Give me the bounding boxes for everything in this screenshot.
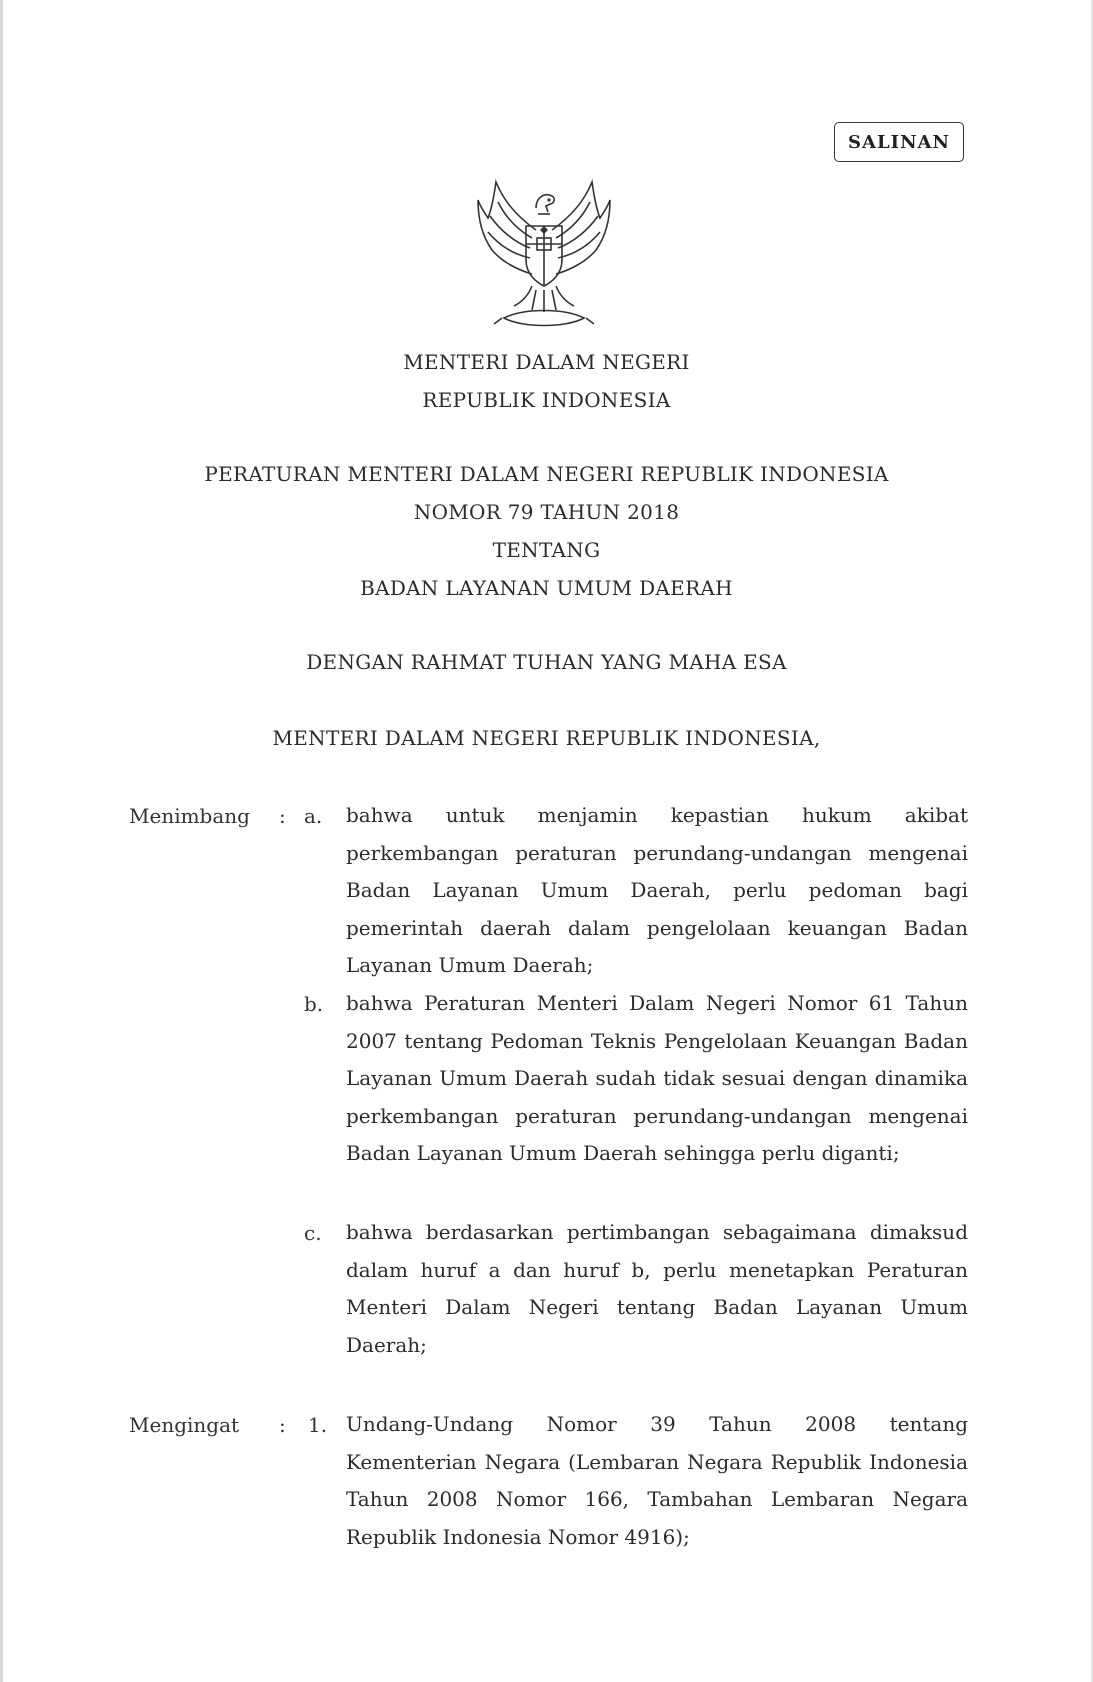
menimbang-item-a (346, 797, 968, 985)
menimbang-item-a-marker: a. (304, 804, 323, 828)
menimbang-item-c (346, 1214, 968, 1364)
salinan-stamp: SALINAN (834, 122, 964, 162)
mengingat-item-1-marker: 1. (308, 1413, 328, 1437)
mengingat-item-1-text: Undang-Undang Nomor 39 Tahun 2008 tentang Kementerian Negara (Lembaran Negara Republik Indonesia Tahun 2008 Nomor 166, Tambahan Lembaran Negara Republik Indonesia Nomor 4916); (346, 1412, 968, 1549)
header-line-2: REPUBLIK INDONESIA (422, 388, 671, 412)
menimbang-item-c-marker: c. (304, 1221, 322, 1245)
regulation-tentang: TENTANG (492, 538, 601, 562)
mengingat-item-1 (346, 1406, 968, 1556)
menimbang-colon: : (279, 804, 286, 828)
menimbang-item-c-text: bahwa berdasarkan pertimbangan sebagaimana dimaksud dalam huruf a dan huruf b, perlu menetapkan Peraturan Menteri Dalam Negeri tentang Badan Layanan Umum Daerah; (346, 1220, 968, 1357)
regulation-title: PERATURAN MENTERI DALAM NEGERI REPUBLIK INDONESIA (204, 462, 889, 486)
mengingat-colon: : (279, 1413, 286, 1437)
scan-edge-left (0, 0, 3, 1682)
issuer: MENTERI DALAM NEGERI REPUBLIK INDONESIA, (272, 726, 821, 750)
mengingat-label: Mengingat (129, 1413, 240, 1437)
regulation-subject: BADAN LAYANAN UMUM DAERAH (360, 576, 733, 600)
header-line-1: MENTERI DALAM NEGERI (403, 350, 690, 374)
menimbang-item-b-marker: b. (304, 992, 324, 1016)
menimbang-item-a-text: bahwa untuk menjamin kepastian hukum akibat perkembangan peraturan perundang-undangan mengenai Badan Layanan Umum Daerah, perlu pedoman bagi pemerintah daerah dalam pengelolaan keuangan Badan Layanan Umum Daerah; (346, 803, 968, 977)
menimbang-item-b-text: bahwa Peraturan Menteri Dalam Negeri Nomor 61 Tahun 2007 tentang Pedoman Teknis Pengelolaan Keuangan Badan Layanan Umum Daerah sudah tidak sesuai dengan dinamika perkembangan peraturan perundang-undangan mengenai Badan Layanan Umum Daerah sehingga perlu diganti; (346, 991, 968, 1165)
invocation: DENGAN RAHMAT TUHAN YANG MAHA ESA (306, 650, 787, 674)
menimbang-label: Menimbang (129, 804, 250, 828)
regulation-number: NOMOR 79 TAHUN 2018 (413, 500, 680, 524)
menimbang-item-b (346, 985, 968, 1173)
garuda-emblem-icon (474, 178, 614, 338)
